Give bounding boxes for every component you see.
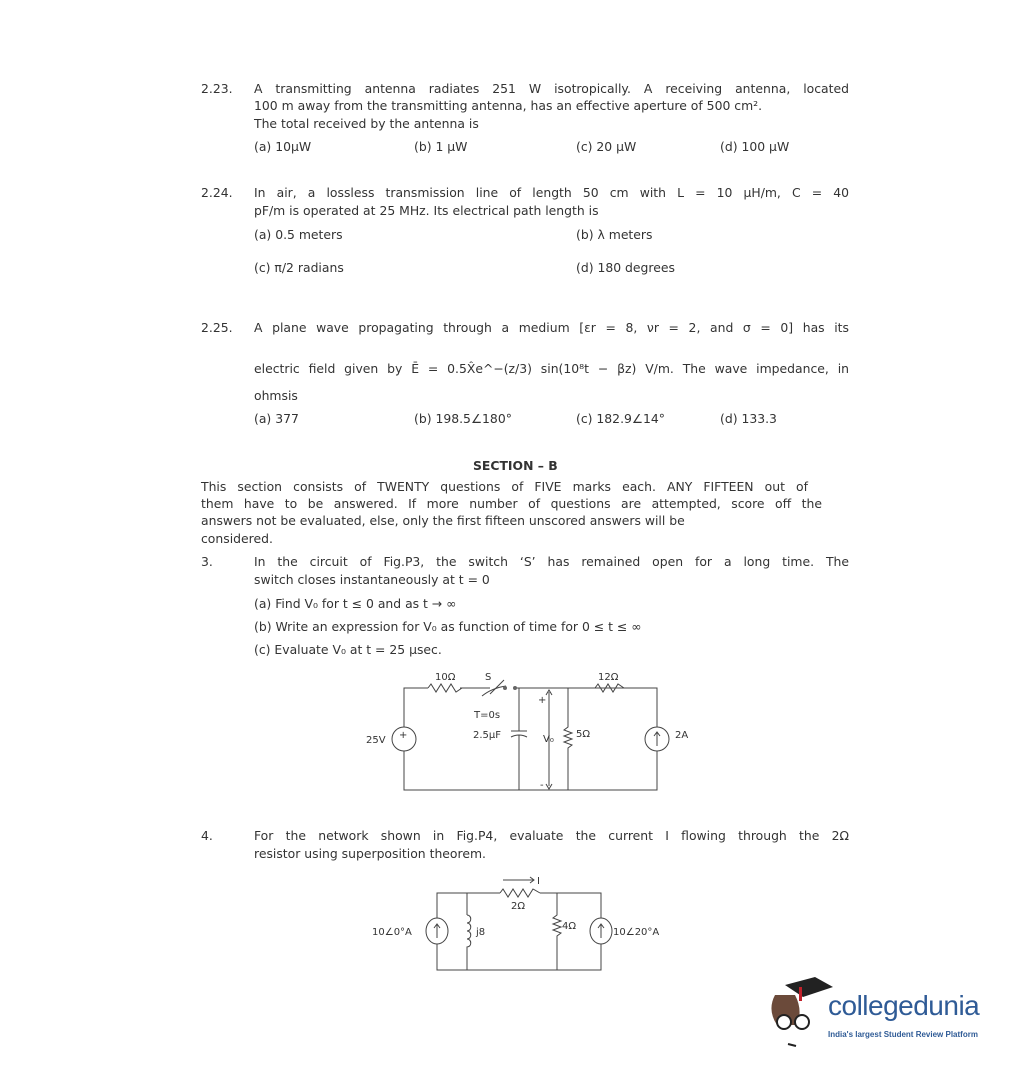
logo-tagline: India's largest Student Review Platform [828,1030,978,1039]
resistor-4-ohm [553,893,561,970]
logo-mascot-icon [771,977,833,1046]
option-a: (a) 377 [254,411,299,426]
question-text: A plane wave propagating through a medium [εr = 8, νr = 2, and σ = 0] has its [254,320,849,335]
section-text: answers not be evaluated, else, only the first fifteen unscored answers will be [201,513,685,528]
source2-label: 10∠20°A [613,927,660,938]
option-b: (b) 1 µW [414,139,468,154]
question-text: resistor using superposition theorem. [254,846,486,861]
capacitor [511,688,527,790]
r1-label: 2Ω [511,901,526,912]
r2-label: 5Ω [576,729,591,740]
option-d: (d) 133.3 [720,411,777,426]
vo-label: V₀ [543,734,554,745]
option-c: (c) 20 µW [576,139,637,154]
option-d: (d) 180 degrees [576,260,675,275]
inductor-label: j8 [476,927,486,938]
resistor-2-ohm [500,889,540,897]
section-text: This section consists of TWENTY questions of FIVE marks each. ANY FIFTEEN out of [201,479,808,494]
question-number: 2.23. [201,81,233,96]
question-text: In air, a lossless transmission line of length 50 cm with L = 10 µH/m, C = 40 [254,185,849,200]
minus-label: - [540,780,544,791]
question-text: The total received by the antenna is [254,116,479,131]
logo-text: collegedunia [828,990,980,1021]
circuit-fig-p4 [426,877,612,970]
r2-label: 4Ω [562,921,577,932]
is-label: 2A [675,730,689,741]
resistor-5-ohm [564,688,572,790]
question-number: 2.25. [201,320,233,335]
option-a: (a) 0.5 meters [254,227,343,242]
question-text: 100 m away from the transmitting antenna, has an effective aperture of 500 cm². [254,98,763,113]
question-text: pF/m is operated at 25 MHz. Its electrical path length is [254,203,599,218]
section-text: them have to be answered. If more number of questions are attempted, score off the [201,496,822,511]
option-d: (d) 100 µW [720,139,790,154]
capacitor-label: 2.5µF [473,730,502,741]
svg-text:+: + [399,730,408,741]
question-number: 4. [201,828,213,843]
question-text: For the network shown in Fig.P4, evaluate the current I flowing through the 2Ω [254,828,849,843]
question-number: 3. [201,554,213,569]
question-text: ohmsis [254,388,298,403]
plus-label: + [538,695,547,706]
source1-label: 10∠0°A [372,927,412,938]
option-b: (b) λ meters [576,227,653,242]
option-b: (b) 198.5∠180° [414,411,512,426]
part-a: (a) Find V₀ for t ≤ 0 and as t → ∞ [254,596,457,611]
option-c: (c) π/2 radians [254,260,344,275]
option-a: (a) 10µW [254,139,312,154]
option-c: (c) 182.9∠14° [576,411,665,426]
section-title: SECTION – B [473,458,558,473]
question-number: 2.24. [201,185,233,200]
time-label: T=0s [474,710,501,721]
inductor [467,915,471,950]
current-label: I [537,876,540,887]
vs-label: 25V [366,735,386,746]
question-text: switch closes instantaneously at t = 0 [254,572,490,587]
question-text: A transmitting antenna radiates 251 W isotropically. A receiving antenna, located [254,81,849,96]
question-text: electric field given by Ē = 0.5X̂e^−(z/3) sin(10⁸t − βz) V/m. The wave impedance, in [254,361,849,376]
question-text: In the circuit of Fig.P3, the switch ‘S’ has remained open for a long time. The [254,554,849,569]
r3-label: 12Ω [598,672,619,683]
resistor-10-ohm [428,684,462,692]
part-c: (c) Evaluate V₀ at t = 25 µsec. [254,642,442,657]
r1-label: 10Ω [435,672,456,683]
switch-label: S [485,672,492,683]
section-text: considered. [201,531,273,546]
part-b: (b) Write an expression for V₀ as function of time for 0 ≤ t ≤ ∞ [254,619,642,634]
